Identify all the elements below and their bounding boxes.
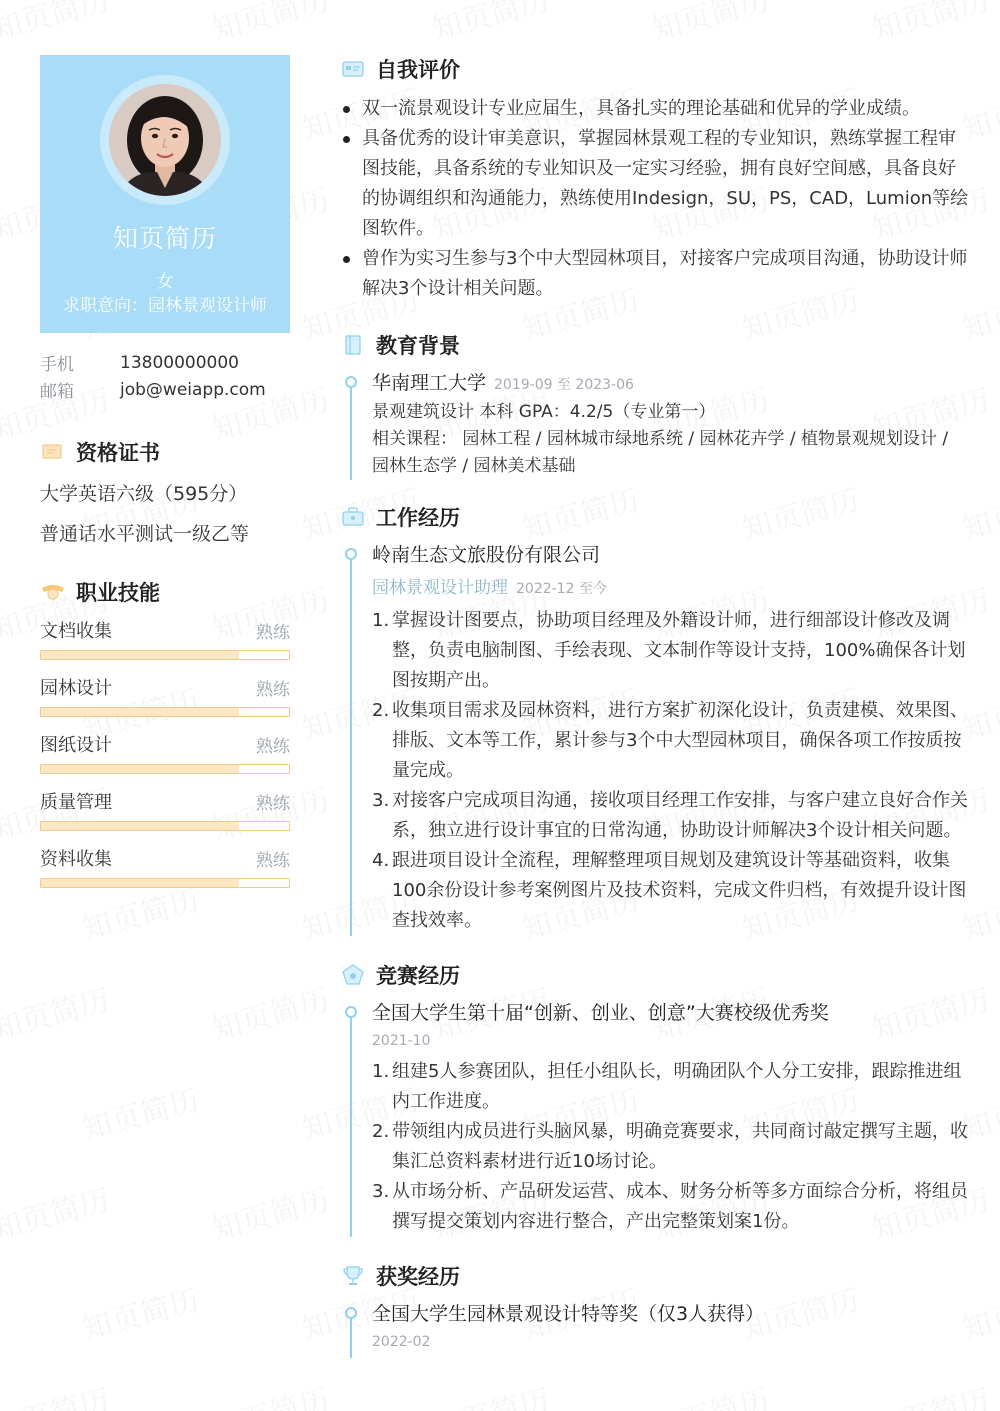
skill-item <box>40 731 290 774</box>
skill-bar-fill <box>41 708 239 716</box>
timeline-line <box>350 552 352 936</box>
left-column <box>40 55 290 888</box>
email-label: 邮箱 <box>40 382 74 402</box>
candidate-name: 知页简历 <box>112 224 217 253</box>
self-eval-list <box>340 94 970 304</box>
job-role: 园林景观设计助理 <box>372 578 508 598</box>
skill-level: 熟练 <box>256 736 290 757</box>
timeline-dot <box>345 376 357 388</box>
education-courses: 相关课程： 园林工程 / 园林城市绿地系统 / 园林花卉学 / 植物景观规划设计 / <box>372 429 949 449</box>
certificate-item: 大学英语六级（595分） <box>40 483 248 505</box>
skill-bar-fill <box>41 822 239 830</box>
skill-name: 质量管理 <box>40 792 112 813</box>
avatar-ring <box>100 75 230 205</box>
profile-card <box>40 55 290 333</box>
phone-label: 手机 <box>40 355 74 375</box>
competition-list <box>372 1057 970 1237</box>
skill-bar-fill <box>41 651 239 659</box>
watermark-text <box>646 0 773 49</box>
competition-header <box>340 958 970 992</box>
watermark-text <box>0 1175 114 1249</box>
watermark-text <box>206 1375 333 1411</box>
work-duties-list <box>372 606 970 936</box>
contact-info <box>40 349 290 403</box>
watermark-text <box>646 1375 773 1411</box>
skill-item <box>40 617 290 660</box>
list-item: 双一流景观设计专业应届生，具备扎实的理论基础和优异的学业成绩。 <box>340 94 970 124</box>
awards-title: 获奖经历 <box>376 1265 460 1289</box>
skill-item <box>40 788 290 831</box>
certificates-title: 资格证书 <box>76 441 160 465</box>
certificate-icon <box>40 439 66 465</box>
education-major: 景观建筑设计 本科 GPA：4.2/5（专业第一） <box>372 402 716 422</box>
book-icon <box>340 332 366 358</box>
competition-date: 2021-10 <box>372 1033 431 1049</box>
work-header <box>340 500 970 534</box>
skill-bar <box>40 821 290 831</box>
list-item: 1. 组建5人参赛团队，担任小组队长，明确团队个人分工安排，跟踪推进组内工作进度。 <box>372 1061 962 1112</box>
skill-bar-fill <box>41 765 239 773</box>
company-name: 岭南生态文旅股份有限公司 <box>372 544 601 566</box>
watermark-text <box>76 1275 203 1349</box>
education-date: 2019-09 至 2023-06 <box>494 377 634 393</box>
work-timeline <box>340 540 970 936</box>
watermark-text <box>426 0 553 49</box>
list-item: 曾作为实习生参与3个中大型园林项目，对接客户完成项目沟通，协助设计师解决3个设计相关问题。 <box>340 244 970 304</box>
certificate-item: 普通话水平测试一级乙等 <box>40 523 250 545</box>
right-column <box>340 52 970 1358</box>
skill-bar <box>40 764 290 774</box>
avatar <box>109 84 221 196</box>
timeline-dot <box>345 1006 357 1018</box>
award-name: 全国大学生园林景观设计特等奖（仅3人获得） <box>372 1303 765 1325</box>
list-item: 2. 带领组内成员进行头脑风暴，明确竞赛要求，共同商讨敲定撰写主题，收集汇总资料素材进行近10场讨论。 <box>372 1121 968 1172</box>
list-item: 3. 对接客户完成项目沟通，接收项目经理工作安排，与客户建立良好合作关系，独立进行设计事宜的日常沟通，协助设计师解决3个设计相关问题。 <box>372 790 968 841</box>
watermark-text <box>206 0 333 49</box>
watermark-text <box>866 1375 993 1411</box>
skill-name: 文档收集 <box>40 621 112 642</box>
email-value: job@weiapp.com <box>120 379 266 400</box>
skills-title: 职业技能 <box>76 581 160 605</box>
timeline-dot <box>345 1307 357 1319</box>
list-item: 1. 掌握设计图要点，协助项目经理及外籍设计师，进行细部设计修改及调整，负责电脑制图、手绘表现、文本制作等设计支持，100%确保各计划图按期产出。 <box>372 610 966 691</box>
education-header <box>340 328 970 362</box>
skill-bar-fill <box>41 879 239 887</box>
skills-list <box>40 617 290 888</box>
education-courses-cont: 园林生态学 / 园林美术基础 <box>372 456 576 476</box>
watermark-text <box>76 1075 203 1149</box>
competition-timeline <box>340 998 970 1237</box>
education-timeline <box>340 368 970 480</box>
watermark-text <box>0 0 114 49</box>
email-row <box>40 376 290 403</box>
certificates-header <box>40 437 290 467</box>
pentagon-badge-icon <box>340 962 366 988</box>
skill-name: 园林设计 <box>40 678 112 699</box>
watermark-text <box>0 1375 114 1411</box>
trophy-icon <box>340 1263 366 1289</box>
awards-timeline <box>340 1299 970 1358</box>
skill-bar <box>40 707 290 717</box>
phone-value: 13800000000 <box>120 352 239 373</box>
skill-level: 熟练 <box>256 793 290 814</box>
skill-name: 图纸设计 <box>40 735 112 756</box>
watermark-text <box>206 1175 333 1249</box>
candidate-gender: 女 <box>156 272 174 292</box>
skill-badge-icon <box>40 579 66 605</box>
skill-level: 熟练 <box>256 850 290 871</box>
list-item: 4. 跟进项目设计全流程，理解整理项目规划及建筑设计等基础资料，收集100余份设计参考案例图片及技术资料，完成文件归档，有效提升设计图查找效率。 <box>372 850 967 931</box>
education-title: 教育背景 <box>376 334 460 358</box>
skill-level: 熟练 <box>256 622 290 643</box>
awards-header <box>340 1259 970 1293</box>
watermark-text <box>206 975 333 1049</box>
school-name: 华南理工大学 <box>372 372 487 394</box>
skill-item <box>40 674 290 717</box>
list-item: 具备优秀的设计审美意识，掌握园林景观工程的专业知识，熟练掌握工程审图技能，具备系统的专业知识及一定实习经验，拥有良好空间感，具备良好的协调组织和沟通能力，熟练使用Indesign，SU，PS，CAD，Lumion等绘图软件。 <box>340 124 970 244</box>
award-date: 2022-02 <box>372 1334 431 1350</box>
skills-header <box>40 577 290 607</box>
watermark-text <box>0 975 114 1049</box>
work-title: 工作经历 <box>376 506 460 530</box>
phone-row <box>40 349 290 376</box>
skill-bar <box>40 878 290 888</box>
job-date: 2022-12 至今 <box>516 581 607 597</box>
watermark-text <box>426 1375 553 1411</box>
timeline-dot <box>345 548 357 560</box>
watermark-text <box>866 0 993 49</box>
id-card-icon <box>340 56 366 82</box>
timeline-line <box>350 380 352 480</box>
skill-name: 资料收集 <box>40 849 112 870</box>
job-intent: 求职意向：园林景观设计师 <box>63 296 267 316</box>
list-item: 2. 收集项目需求及园林资料，进行方案扩初深化设计，负责建模、效果图、排版、文本等工作，累计参与3个中大型园林项目，确保各项工作按质按量完成。 <box>372 700 968 781</box>
list-item: 3. 从市场分析、产品研发运营、成本、财务分析等多方面综合分析，将组员撰写提交策划内容进行整合，产出完整策划案1份。 <box>372 1181 968 1232</box>
skill-bar <box>40 650 290 660</box>
skill-level: 熟练 <box>256 679 290 700</box>
skill-item <box>40 845 290 888</box>
timeline-line <box>350 1010 352 1237</box>
competition-title: 竞赛经历 <box>376 964 460 988</box>
self-eval-header <box>340 52 970 86</box>
self-eval-title: 自我评价 <box>376 58 460 82</box>
competition-name: 全国大学生第十届“创新、创业、创意”大赛校级优秀奖 <box>372 1002 829 1024</box>
briefcase-icon <box>340 504 366 530</box>
